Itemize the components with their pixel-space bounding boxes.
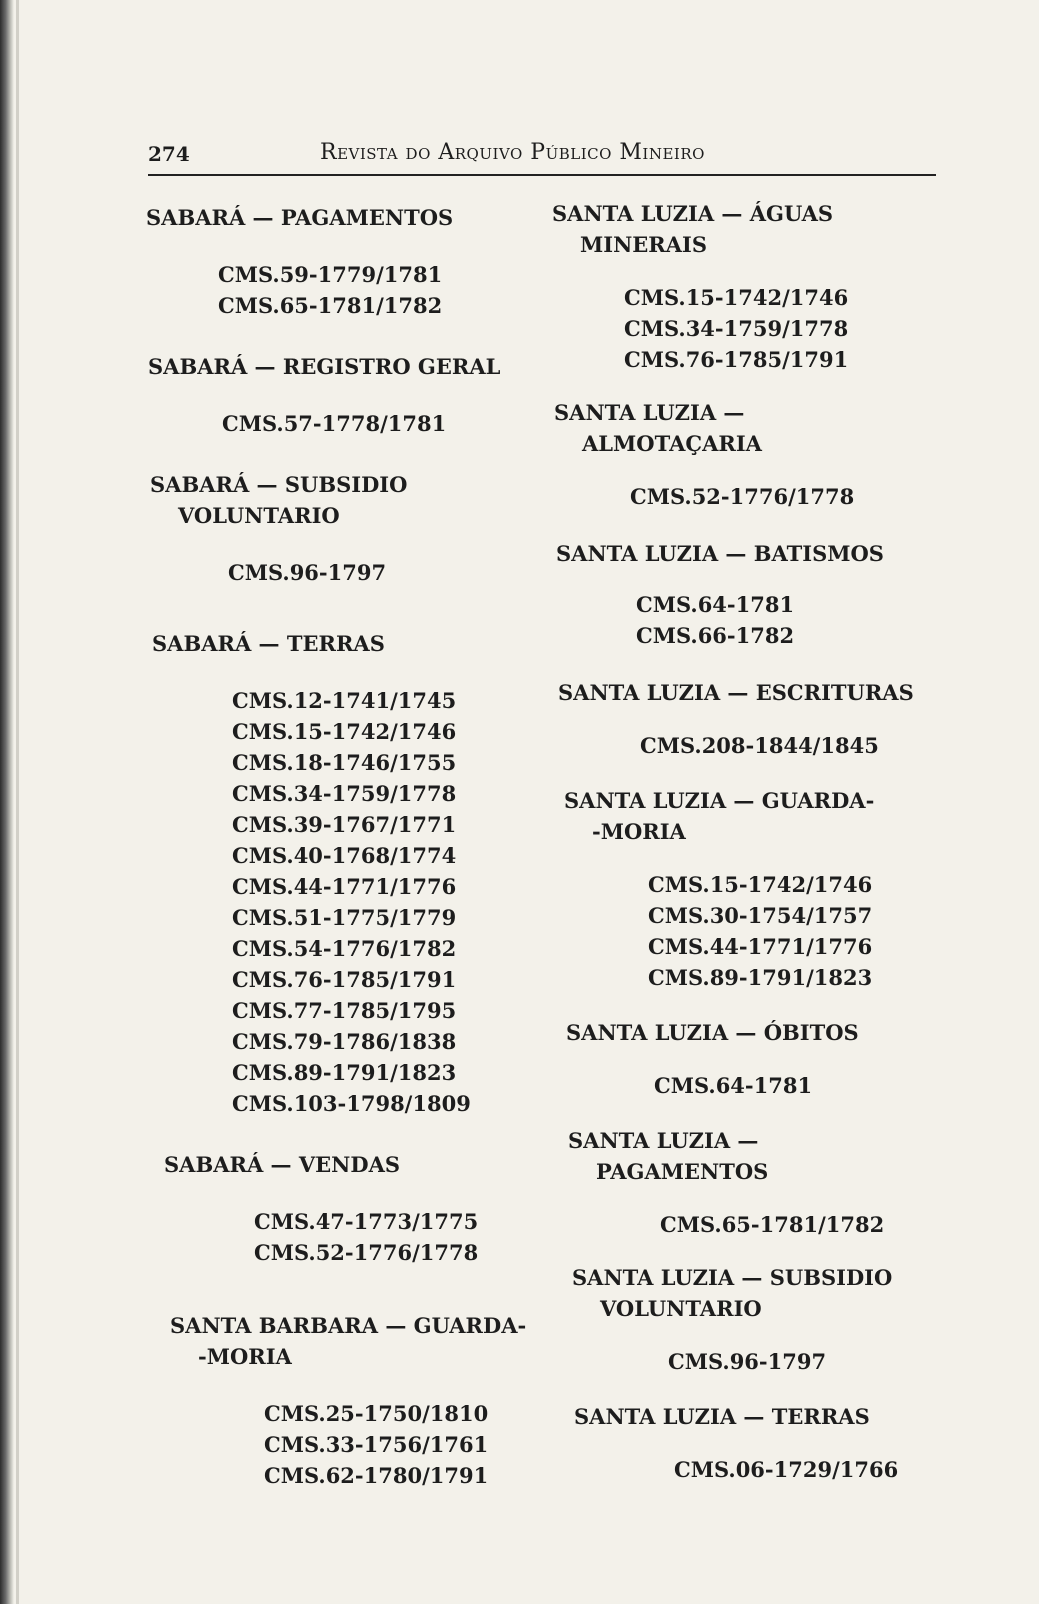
index-entry xyxy=(146,351,546,439)
reference-code: CMS.59-1779/1781 xyxy=(218,262,443,287)
reference-code: CMS.96-1797 xyxy=(228,560,387,585)
entry-heading xyxy=(556,538,992,569)
entry-heading-line: SABARÁ — VENDAS xyxy=(164,1152,401,1177)
entry-heading xyxy=(152,628,546,659)
index-entry xyxy=(552,198,992,375)
reference-code: CMS.34-1759/1778 xyxy=(624,316,849,341)
entry-heading-continuation: MINERAIS xyxy=(580,232,708,257)
running-title: Revista do Arquivo Público Mineiro xyxy=(320,140,705,165)
entry-heading-line: SABARÁ — REGISTRO GERAL xyxy=(148,354,501,379)
reference-code: CMS.30-1754/1757 xyxy=(648,903,873,928)
left-column xyxy=(146,202,546,1491)
entry-heading-line: SANTA LUZIA — xyxy=(554,400,745,425)
reference-code: CMS.12-1741/1745 xyxy=(232,688,457,713)
reference-list xyxy=(574,1454,992,1485)
reference-list xyxy=(148,408,546,439)
right-column xyxy=(552,198,992,1505)
reference-code: CMS.96-1797 xyxy=(668,1349,827,1374)
index-entry xyxy=(552,1017,992,1101)
index-entry xyxy=(552,677,992,761)
index-entry xyxy=(146,1149,546,1268)
reference-code: CMS.57-1778/1781 xyxy=(222,411,447,436)
entry-heading xyxy=(574,1401,992,1432)
reference-code: CMS.66-1782 xyxy=(636,623,795,648)
entry-heading-line: SANTA LUZIA — BATISMOS xyxy=(556,541,884,566)
index-entry xyxy=(552,1401,992,1485)
reference-code: CMS.52-1776/1778 xyxy=(630,484,855,509)
entry-heading xyxy=(150,469,546,531)
reference-code: CMS.18-1746/1755 xyxy=(232,750,457,775)
entry-heading-continuation: VOLUNTARIO xyxy=(178,503,340,528)
reference-code: CMS.25-1750/1810 xyxy=(264,1401,489,1426)
entry-heading xyxy=(564,785,992,847)
reference-code: CMS.65-1781/1782 xyxy=(218,293,443,318)
reference-list xyxy=(152,685,546,1119)
entry-heading-line: SANTA BARBARA — GUARDA- xyxy=(170,1313,527,1338)
index-entry xyxy=(146,202,546,321)
entry-heading-continuation: -MORIA xyxy=(592,819,686,844)
reference-code: CMS.52-1776/1778 xyxy=(254,1240,479,1265)
reference-code: CMS.208-1844/1845 xyxy=(640,733,879,758)
page-header xyxy=(148,138,938,178)
entry-heading-line: SANTA LUZIA — GUARDA- xyxy=(564,788,875,813)
reference-code: CMS.62-1780/1791 xyxy=(264,1463,489,1488)
reference-list xyxy=(150,557,546,588)
reference-code: CMS.40-1768/1774 xyxy=(232,843,457,868)
reference-code: CMS.65-1781/1782 xyxy=(660,1212,885,1237)
entry-heading xyxy=(568,1125,992,1187)
entry-heading-line: SANTA LUZIA — TERRAS xyxy=(574,1404,870,1429)
reference-list xyxy=(558,730,992,761)
entry-heading-line: SANTA LUZIA — ÓBITOS xyxy=(566,1020,859,1045)
entry-heading xyxy=(148,351,546,382)
reference-code: CMS.89-1791/1823 xyxy=(232,1060,457,1085)
reference-code: CMS.77-1785/1795 xyxy=(232,998,457,1023)
reference-list xyxy=(170,1398,546,1491)
reference-code: CMS.76-1785/1791 xyxy=(232,967,457,992)
page-number: 274 xyxy=(148,142,190,166)
entry-heading xyxy=(164,1149,546,1180)
reference-code: CMS.15-1742/1746 xyxy=(232,719,457,744)
reference-code: CMS.44-1771/1776 xyxy=(648,934,873,959)
index-entry xyxy=(552,538,992,651)
reference-list xyxy=(554,481,992,512)
entry-heading-continuation: -MORIA xyxy=(198,1344,292,1369)
index-entry xyxy=(552,1262,992,1377)
reference-list xyxy=(566,1070,992,1101)
reference-list xyxy=(552,282,992,375)
entry-heading xyxy=(554,397,992,459)
book-spine-shadow xyxy=(0,0,14,1604)
entry-heading-line: SABARÁ — TERRAS xyxy=(152,631,385,656)
reference-code: CMS.64-1781 xyxy=(636,592,795,617)
reference-code: CMS.44-1771/1776 xyxy=(232,874,457,899)
entry-heading-line: SANTA LUZIA — ESCRITURAS xyxy=(558,680,914,705)
reference-code: CMS.15-1742/1746 xyxy=(648,872,873,897)
reference-code: CMS.64-1781 xyxy=(654,1073,813,1098)
reference-code: CMS.89-1791/1823 xyxy=(648,965,873,990)
reference-list xyxy=(568,1209,992,1240)
reference-list xyxy=(572,1346,992,1377)
reference-code: CMS.76-1785/1791 xyxy=(624,347,849,372)
reference-list xyxy=(146,259,546,321)
entry-heading-line: SABARÁ — SUBSIDIO xyxy=(150,472,408,497)
entry-heading xyxy=(170,1310,546,1372)
index-entry xyxy=(146,1310,546,1491)
entry-heading-line: SANTA LUZIA — SUBSIDIO xyxy=(572,1265,893,1290)
index-entry xyxy=(146,628,546,1119)
entry-heading xyxy=(558,677,992,708)
entry-heading-line: SANTA LUZIA — ÁGUAS xyxy=(552,201,834,226)
entry-heading xyxy=(566,1017,992,1048)
entry-heading-line: SABARÁ — PAGAMENTOS xyxy=(146,205,454,230)
reference-code: CMS.06-1729/1766 xyxy=(674,1457,899,1482)
reference-code: CMS.103-1798/1809 xyxy=(232,1091,471,1116)
reference-code: CMS.79-1786/1838 xyxy=(232,1029,457,1054)
reference-list xyxy=(164,1206,546,1268)
entry-heading-continuation: VOLUNTARIO xyxy=(600,1296,762,1321)
reference-code: CMS.15-1742/1746 xyxy=(624,285,849,310)
reference-list xyxy=(564,869,992,993)
reference-code: CMS.47-1773/1775 xyxy=(254,1209,479,1234)
entry-heading-continuation: PAGAMENTOS xyxy=(596,1159,769,1184)
index-entry xyxy=(552,397,992,512)
index-entry xyxy=(552,1125,992,1240)
header-rule xyxy=(148,174,936,176)
reference-code: CMS.39-1767/1771 xyxy=(232,812,457,837)
reference-code: CMS.54-1776/1782 xyxy=(232,936,457,961)
entry-heading xyxy=(572,1262,992,1324)
page-edge xyxy=(16,0,19,1604)
index-entry xyxy=(146,469,546,588)
entry-heading xyxy=(146,202,546,233)
index-entry xyxy=(552,785,992,993)
reference-code: CMS.33-1756/1761 xyxy=(264,1432,489,1457)
entry-heading-line: SANTA LUZIA — xyxy=(568,1128,759,1153)
reference-code: CMS.34-1759/1778 xyxy=(232,781,457,806)
reference-code: CMS.51-1775/1779 xyxy=(232,905,457,930)
entry-heading xyxy=(552,198,992,260)
entry-heading-continuation: ALMOTAÇARIA xyxy=(582,431,762,456)
reference-list xyxy=(556,589,992,651)
